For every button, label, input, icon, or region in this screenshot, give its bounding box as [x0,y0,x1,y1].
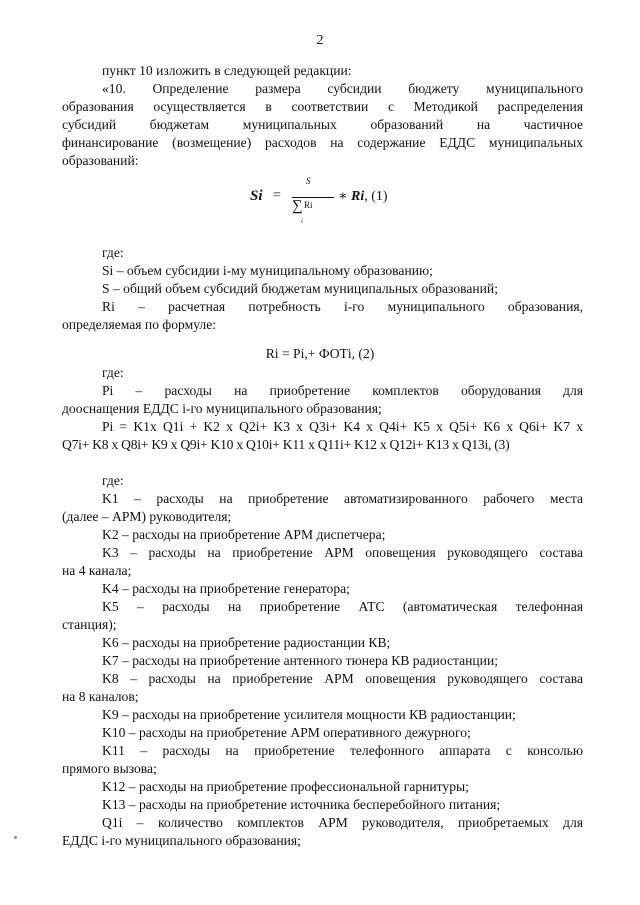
text-line: Q1i – количество комплектов АРМ руководителя, приобретаемых для [102,815,583,830]
text-line: Ri – расчетная потребность i-го муниципального образования, [102,299,583,314]
scan-mark [14,836,17,839]
formula-subsidy [250,176,400,236]
text-line: K13 – расходы на приобретение источника бесперебойного питания; [102,797,501,812]
formula-tag: , (1) [364,189,388,204]
text-line: ЕДДС i-го муниципального образования; [62,833,301,848]
text-line: дооснащения ЕДДС i-го муниципального образования; [62,401,382,416]
text-line: K2 – расходы на приобретение АРМ диспетчера; [102,527,386,542]
text-line: Pi – расходы на приобретение комплектов оборудования для [102,383,583,398]
text-line: K10 – расходы на приобретение АРМ оперативного дежурного; [102,725,471,740]
text-line: K6 – расходы на приобретение радиостанции КВ; [102,635,391,650]
formula-lhs: Si [250,188,263,204]
text-line: K1 – расходы на приобретение автоматизированного рабочего места [102,491,583,506]
text-line: определяемая по формуле: [62,317,216,332]
text-line: Si – объем субсидии i-му муниципальному образованию; [102,263,433,278]
sigma-symbol: ∑ [292,198,303,214]
text-line: где: [102,365,124,380]
formula-eq: = [273,188,281,203]
text-line: где: [102,473,124,488]
formula-denominator: Ri [304,200,313,210]
text-line: K12 – расходы на приобретение профессиональной гарнитуры; [102,779,469,794]
text-line: пункт 10 изложить в следующей редакции: [102,63,352,78]
text-line: станция); [62,617,117,632]
text-line: образования осуществляется в соответствии с Методикой распределения [62,99,583,114]
text-line: на 4 канала; [62,563,132,578]
text-line: K8 – расходы на приобретение АРМ оповещения руководящего состава [102,671,583,686]
text-line: K7 – расходы на приобретение антенного тюнера КВ радиостанции; [102,653,499,668]
text-line: K9 – расходы на приобретение усилителя мощности КВ радиостанции; [102,707,516,722]
formula-numerator: S [306,176,311,186]
text-line: «10. Определение размера субсидии бюджету муниципального [102,81,583,96]
text-line: S – общий объем субсидий бюджетам муниципальных образований; [102,281,498,296]
text-line: K11 – расходы на приобретение телефонного аппарата с консолью [102,743,583,758]
page-number: 2 [316,33,324,48]
text-line: финансирование (возмещение) расходов на содержание ЕДДС муниципальных [62,135,583,150]
text-line: (далее – АРМ) руководителя; [62,509,232,524]
formula-index: i [301,217,303,225]
formula-rhs: Ri [351,189,365,204]
text-line: K5 – расходы на приобретение АТС (автоматическая телефонная [102,599,583,614]
text-line: прямого вызова; [62,761,157,776]
text-line: субсидий бюджетам муниципальных образований на частичное [62,117,583,132]
text-line: на 8 каналов; [62,689,139,704]
text-line: где: [102,245,124,260]
formula-pi-line1: Pi = K1x Q1i + K2 x Q2i+ K3 x Q3i+ K4 x Q4i+ K5 x Q5i+ K6 x Q6i+ K7 x [102,419,583,434]
formula-times: ∗ [338,189,348,204]
formula-pi-line2: Q7i+ K8 x Q8i+ K9 x Q9i+ K10 x Q10i+ K11 x Q11i+ K12 x Q12i+ K13 x Q13i, (3) [62,437,510,452]
text-line: образований: [62,153,139,168]
text-line: K4 – расходы на приобретение генератора; [102,581,350,596]
formula-rhs-group [338,188,388,205]
formula-ri: Ri = Pi,+ ФОТi, (2) [265,346,375,361]
text-line: K3 – расходы на приобретение АРМ оповещения руководящего состава [102,545,583,560]
